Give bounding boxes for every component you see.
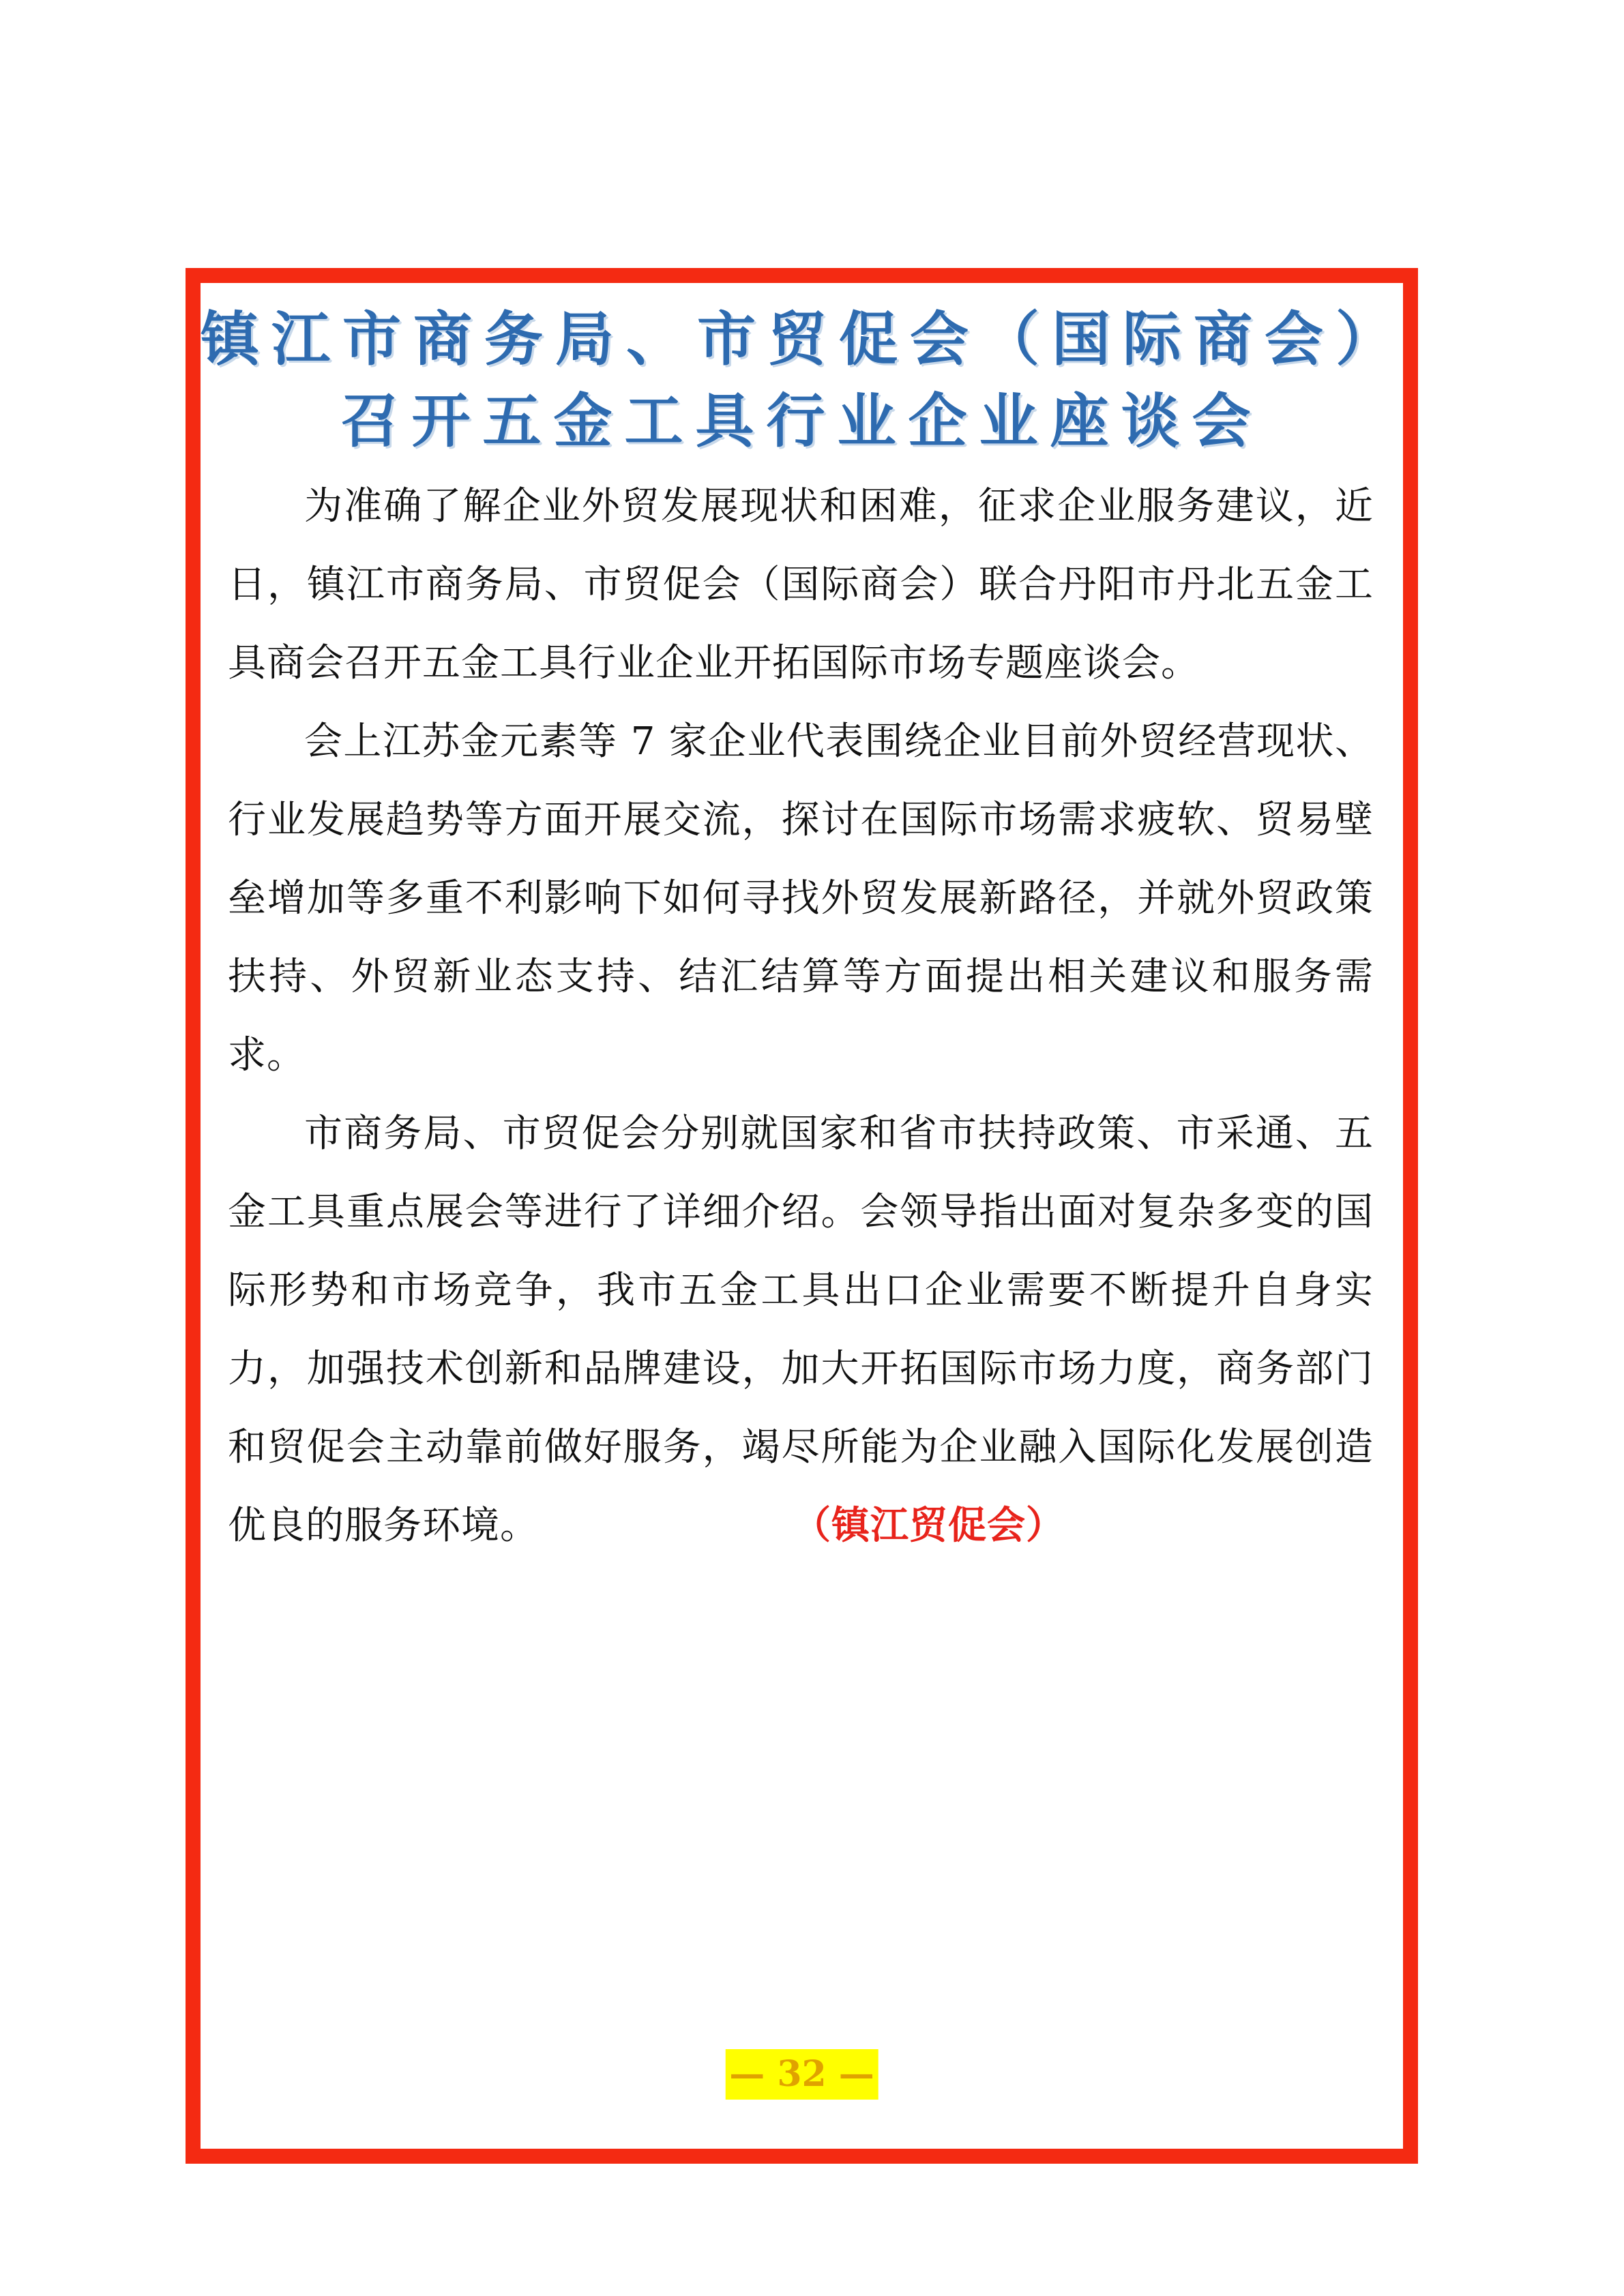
article-paragraph-1: 为准确了解企业外贸发展现状和困难，征求企业服务建议，近日，镇江市商务局、市贸促会（国际商会）联合丹阳市丹北五金工具商会召开五金工具行业企业开拓国际市场专题座谈会。 — [228, 484, 1374, 685]
article-paragraph-2: 会上江苏金元素等 7 家企业代表围绕企业目前外贸经营现状、行业发展趋势等方面开展交流，探讨在国际市场需求疲软、贸易壁垒增加等多重不利影响下如何寻找外贸发展新路径，并就外贸政策扶持、外贸新业态支持、结汇结算等方面提出相关建议和服务需求。 — [228, 719, 1374, 1077]
article-title-line-1: 镇江市商务局、市贸促会（国际商会） — [201, 305, 1406, 374]
article-paragraph-3 — [228, 1094, 1374, 1565]
article-body — [228, 467, 1374, 1565]
article-paragraph-3-text: 市商务局、市贸促会分别就国家和省市扶持政策、市采通、五金工具重点展会等进行了详细介绍。会领导指出面对复杂多变的国际形势和市场竞争，我市五金工具出口企业需要不断提升自身实力，加强技术创新和品牌建设，加大开拓国际市场力度，商务部门和贸促会主动靠前做好服务，竭尽所能为企业融入国际化发展创造优良的服务环境。 — [228, 1112, 1374, 1548]
article-title-line-2: 召开五金工具行业企业座谈会 — [340, 387, 1263, 456]
article-source: （镇江贸促会） — [812, 1503, 1065, 1548]
page-number: — 32 — — [725, 2049, 879, 2100]
article-frame — [186, 268, 1418, 2164]
